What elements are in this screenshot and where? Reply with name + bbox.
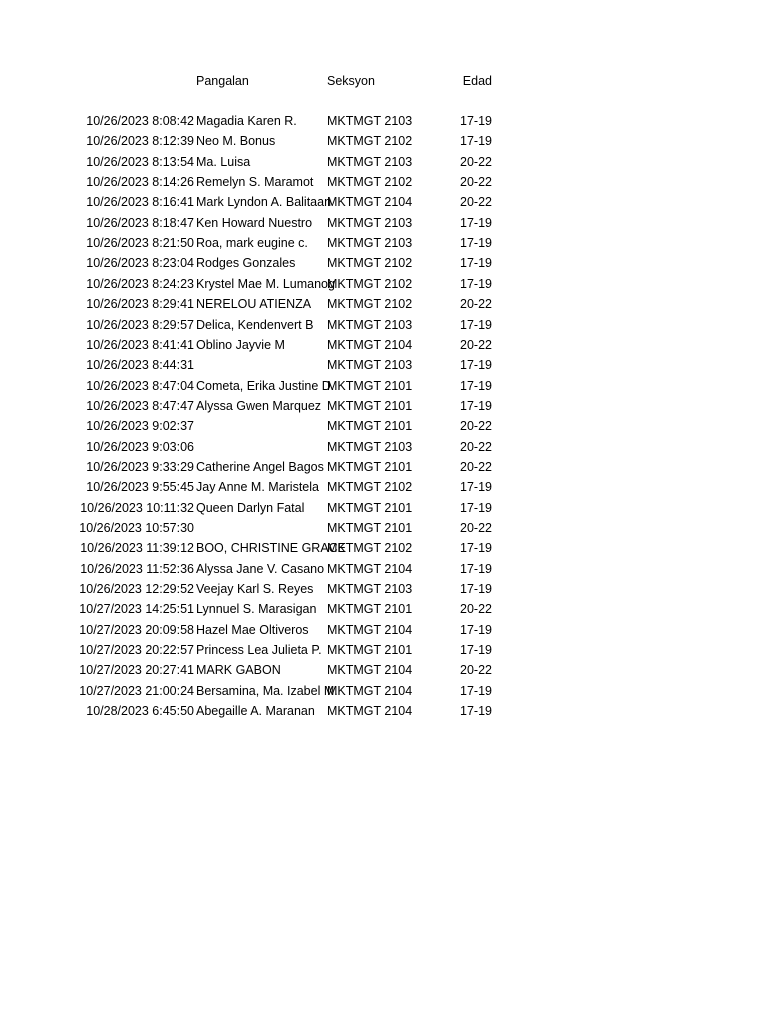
row-timestamp: 10/26/2023 12:29:52: [79, 582, 194, 596]
row-name: Catherine Angel Bagos: [196, 460, 324, 474]
row-age: 20-22: [460, 155, 492, 169]
row-section: MKTMGT 2102: [327, 256, 413, 270]
row-section: MKTMGT 2101: [327, 521, 413, 535]
row-section: MKTMGT 2103: [327, 155, 413, 169]
row-timestamp: 10/26/2023 10:11:32: [80, 501, 194, 515]
row-section: MKTMGT 2102: [327, 297, 413, 311]
row-timestamp: 10/26/2023 9:03:06: [86, 440, 194, 454]
row-name: Mark Lyndon A. Balitaan: [196, 195, 332, 209]
row-age: 20-22: [460, 460, 492, 474]
row-section: MKTMGT 2103: [327, 440, 413, 454]
row-age: 17-19: [460, 216, 492, 230]
row-timestamp: 10/26/2023 8:47:04: [86, 379, 194, 393]
row-name: NERELOU ATIENZA: [196, 297, 312, 311]
row-section: MKTMGT 2102: [327, 480, 413, 494]
row-name: Ken Howard Nuestro: [196, 216, 313, 230]
row-section: MKTMGT 2104: [327, 684, 413, 698]
row-section: MKTMGT 2101: [327, 602, 413, 616]
row-section: MKTMGT 2104: [327, 623, 413, 637]
row-timestamp: 10/26/2023 8:18:47: [86, 216, 194, 230]
row-section: MKTMGT 2104: [327, 338, 413, 352]
row-age: 20-22: [460, 663, 492, 677]
row-section: MKTMGT 2101: [327, 419, 413, 433]
row-section: MKTMGT 2103: [327, 318, 413, 332]
row-section: MKTMGT 2102: [327, 175, 413, 189]
row-age: 20-22: [460, 419, 492, 433]
row-name: Cometa, Erika Justine D.: [196, 379, 335, 393]
row-name: [196, 518, 325, 538]
row-age: 17-19: [460, 541, 492, 555]
row-age: 20-22: [460, 195, 492, 209]
row-timestamp: 10/26/2023 9:55:45: [86, 480, 194, 494]
row-age: 17-19: [460, 562, 492, 576]
row-name: Magadia Karen R.: [196, 114, 297, 128]
header-name: Pangalan: [196, 74, 249, 88]
header-section: Seksyon: [327, 74, 375, 88]
row-age: 20-22: [460, 338, 492, 352]
row-timestamp: 10/26/2023 8:16:41: [86, 195, 194, 209]
row-section: MKTMGT 2101: [327, 501, 413, 515]
row-timestamp: 10/26/2023 8:08:42: [86, 114, 194, 128]
row-age: 20-22: [460, 521, 492, 535]
row-timestamp: 10/26/2023 8:41:41: [86, 338, 194, 352]
row-name: Princess Lea Julieta P.: [196, 643, 322, 657]
row-age: 17-19: [460, 318, 492, 332]
row-age: 17-19: [460, 582, 492, 596]
header-age: Edad: [462, 74, 492, 88]
row-section: MKTMGT 2101: [327, 643, 413, 657]
row-age: 20-22: [460, 175, 492, 189]
row-name: Neo M. Bonus: [196, 134, 276, 148]
row-section: MKTMGT 2104: [327, 562, 413, 576]
row-section: MKTMGT 2103: [327, 216, 413, 230]
row-age: 17-19: [460, 277, 492, 291]
row-timestamp: 10/26/2023 8:23:04: [86, 256, 194, 270]
row-age: 17-19: [460, 236, 492, 250]
row-name: Veejay Karl S. Reyes: [196, 582, 314, 596]
row-age: 17-19: [460, 399, 492, 413]
row-section: MKTMGT 2103: [327, 236, 413, 250]
row-timestamp: 10/26/2023 8:13:54: [86, 155, 194, 169]
row-age: 20-22: [460, 440, 492, 454]
row-name: Lynnuel S. Marasigan: [196, 602, 317, 616]
row-section: MKTMGT 2104: [327, 704, 413, 718]
row-name: Oblino Jayvie M: [196, 338, 285, 352]
row-name: Bersamina, Ma. Izabel M.: [196, 684, 338, 698]
row-age: 20-22: [460, 297, 492, 311]
row-timestamp: 10/26/2023 11:39:12: [80, 541, 194, 555]
row-age: 17-19: [460, 114, 492, 128]
row-section: MKTMGT 2104: [327, 195, 413, 209]
row-section: MKTMGT 2103: [327, 114, 413, 128]
row-section: MKTMGT 2102: [327, 277, 413, 291]
row-age: 17-19: [460, 501, 492, 515]
row-name: Alyssa Gwen Marquez: [196, 399, 322, 413]
row-name: BOO, CHRISTINE GRACE: [196, 541, 347, 555]
row-section: MKTMGT 2104: [327, 663, 413, 677]
row-age: 17-19: [460, 134, 492, 148]
row-timestamp: 10/26/2023 9:02:37: [86, 419, 194, 433]
row-timestamp: 10/26/2023 10:57:30: [79, 521, 194, 535]
row-name: Delica, Kendenvert B: [196, 318, 314, 332]
row-section: MKTMGT 2103: [327, 582, 413, 596]
row-timestamp: 10/26/2023 8:29:41: [86, 297, 194, 311]
row-timestamp: 10/28/2023 6:45:50: [86, 704, 194, 718]
row-timestamp: 10/27/2023 20:27:41: [79, 663, 194, 677]
row-name: Roa, mark eugine c.: [196, 236, 308, 250]
row-timestamp: 10/26/2023 8:44:31: [86, 358, 194, 372]
row-name: [196, 437, 325, 457]
row-name: [196, 355, 325, 375]
row-section: MKTMGT 2103: [327, 358, 413, 372]
row-section: MKTMGT 2101: [327, 460, 413, 474]
row-name: Queen Darlyn Fatal: [196, 501, 305, 515]
row-name: Alyssa Jane V. Casano: [196, 562, 325, 576]
row-timestamp: 10/26/2023 8:29:57: [86, 318, 194, 332]
row-age: 17-19: [460, 379, 492, 393]
row-section: MKTMGT 2102: [327, 541, 413, 555]
row-name: Jay Anne M. Maristela: [196, 480, 319, 494]
row-name: Remelyn S. Maramot: [196, 175, 314, 189]
row-name: Abegaille A. Maranan: [196, 704, 315, 718]
row-timestamp: 10/26/2023 8:21:50: [86, 236, 194, 250]
row-age: 17-19: [460, 684, 492, 698]
row-timestamp: 10/26/2023 8:14:26: [86, 175, 194, 189]
row-timestamp: 10/27/2023 14:25:51: [79, 602, 194, 616]
row-name: [196, 416, 325, 436]
row-timestamp: 10/26/2023 8:24:23: [86, 277, 194, 291]
row-name: Ma. Luisa: [196, 155, 251, 169]
row-timestamp: 10/26/2023 8:12:39: [86, 134, 194, 148]
row-age: 17-19: [460, 643, 492, 657]
row-section: MKTMGT 2101: [327, 399, 413, 413]
row-age: 17-19: [460, 256, 492, 270]
row-age: 17-19: [460, 480, 492, 494]
row-age: 17-19: [460, 623, 492, 637]
row-timestamp: 10/26/2023 8:47:47: [86, 399, 194, 413]
row-age: 17-19: [460, 704, 492, 718]
row-name: MARK GABON: [196, 663, 281, 677]
row-name: Krystel Mae M. Lumanog: [196, 277, 335, 291]
row-section: MKTMGT 2101: [327, 379, 413, 393]
row-age: 17-19: [460, 358, 492, 372]
row-timestamp: 10/27/2023 20:22:57: [79, 643, 194, 657]
row-name: Rodges Gonzales: [196, 256, 296, 270]
row-name: Hazel Mae Oltiveros: [196, 623, 309, 637]
row-section: MKTMGT 2102: [327, 134, 413, 148]
row-timestamp: 10/27/2023 20:09:58: [79, 623, 194, 637]
row-age: 20-22: [460, 602, 492, 616]
row-timestamp: 10/27/2023 21:00:24: [79, 684, 194, 698]
row-timestamp: 10/26/2023 9:33:29: [86, 460, 194, 474]
row-timestamp: 10/26/2023 11:52:36: [80, 562, 194, 576]
